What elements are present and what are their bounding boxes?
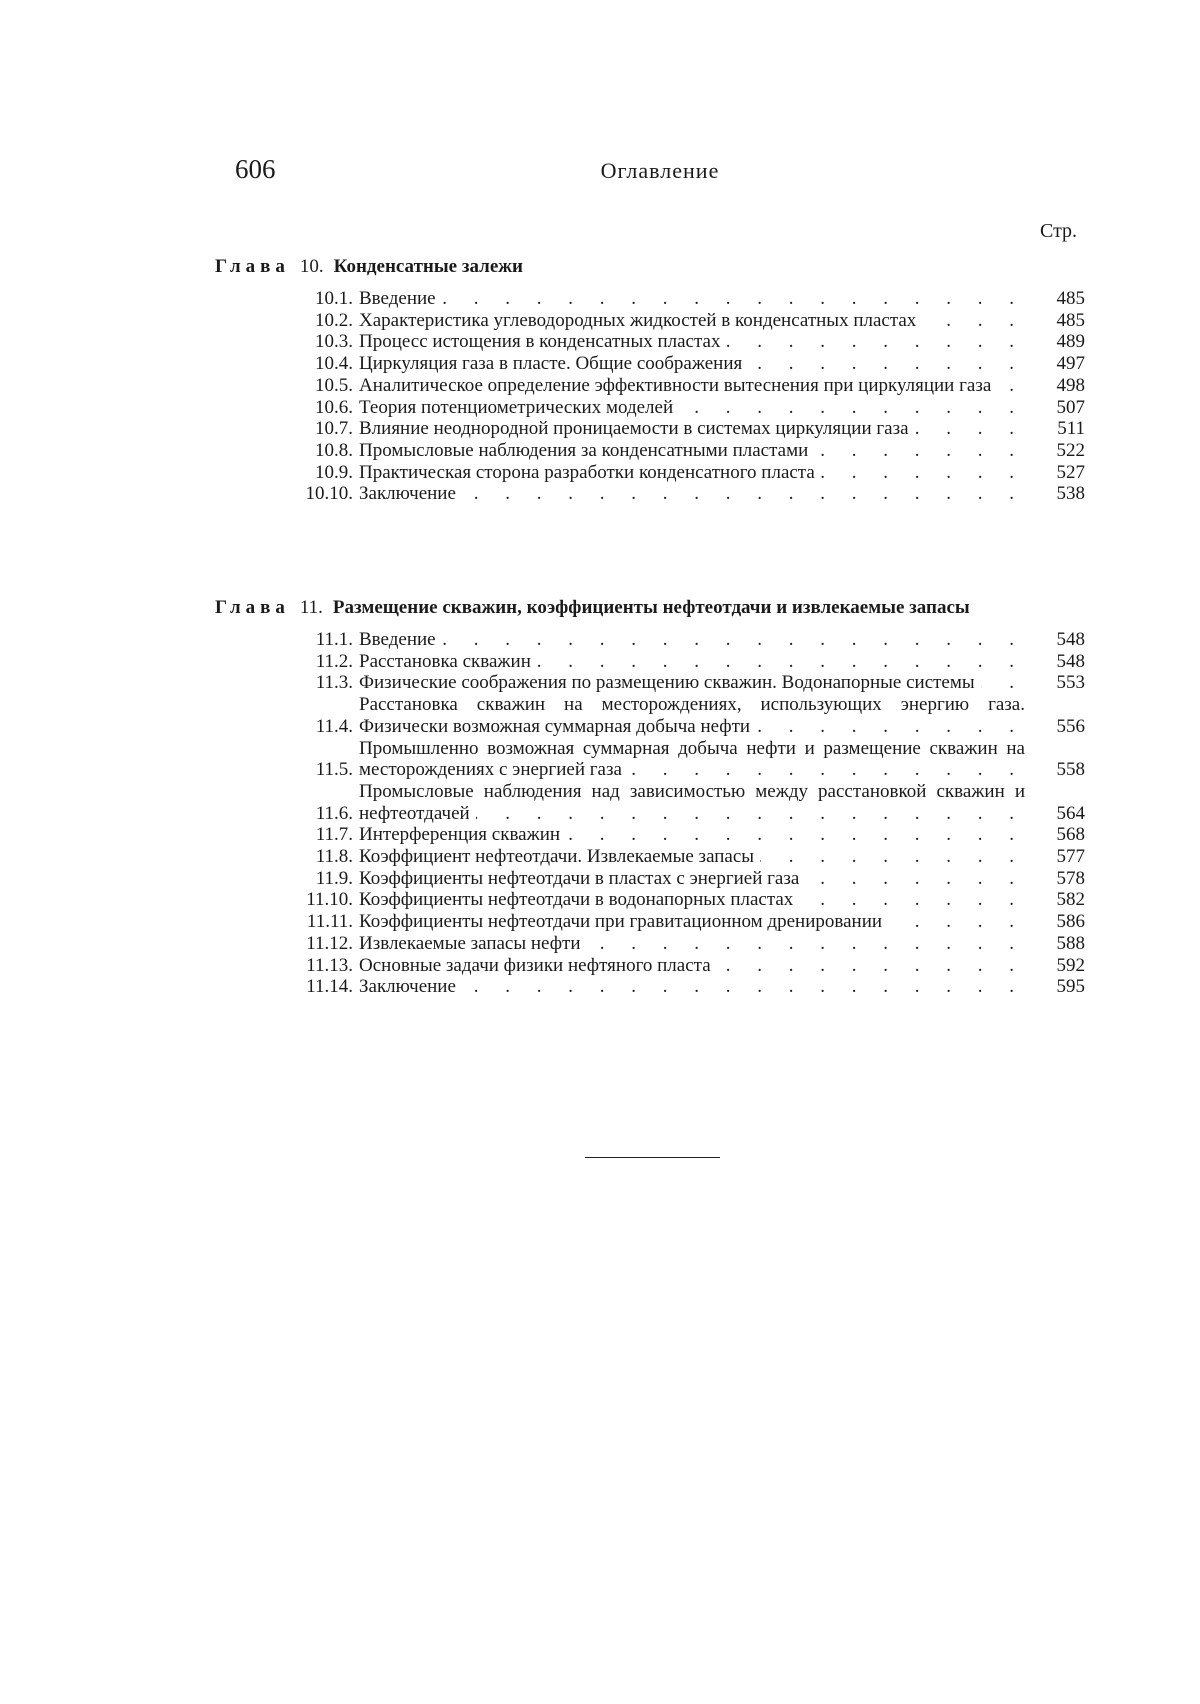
chapter-word: Глава — [215, 597, 290, 618]
entry-page-number: 522 — [1056, 439, 1085, 461]
entry-title: Циркуляция газа в пласте. Общие соображения — [359, 353, 748, 374]
entry-title-wrap — [359, 824, 1025, 846]
entry-page-number: 553 — [1056, 672, 1085, 694]
entry-page-number: 564 — [1056, 802, 1085, 824]
entry-number: 10.10. — [305, 483, 353, 505]
entry-number: 11.6. — [315, 802, 353, 824]
toc-entry — [215, 375, 1085, 397]
entry-page-number: 489 — [1056, 331, 1085, 353]
entry-title-wrap — [359, 672, 1025, 694]
chapter-number: 11. — [299, 597, 323, 618]
entry-title: Извлекаемые запасы нефти — [359, 933, 587, 954]
chapter-10 — [215, 256, 1085, 505]
toc-entry — [215, 846, 1085, 868]
entry-title-wrap — [359, 955, 1025, 977]
entry-page-number: 538 — [1056, 483, 1085, 505]
entry-title: Физические соображения по размещению скважин. Водонапорные системы — [359, 672, 981, 693]
entry-title: Введение — [359, 629, 442, 650]
entry-page-number: 485 — [1056, 288, 1085, 309]
entry-number: 11.5. — [315, 759, 353, 781]
toc-entry — [215, 462, 1085, 484]
entry-title-wrap — [359, 629, 1025, 651]
entry-number: 10.2. — [315, 309, 353, 331]
entry-title-wrap — [359, 483, 1025, 505]
toc-entry — [215, 331, 1085, 353]
entry-title-wrap — [359, 846, 1025, 868]
toc-entry — [215, 418, 1085, 440]
entry-number: 10.4. — [315, 353, 353, 375]
entry-title: Теория потенциометрических моделей — [359, 397, 679, 418]
entry-title-wrap — [359, 694, 1025, 737]
entry-number: 11.1. — [315, 629, 353, 650]
toc-entry — [215, 955, 1085, 977]
entry-title: Расстановка скважин — [359, 651, 537, 672]
entry-title: Практическая сторона разработки конденсатного пласта — [359, 462, 821, 483]
toc-entry — [215, 483, 1085, 505]
entry-number: 11.3. — [315, 672, 353, 694]
entry-page-number: 507 — [1056, 396, 1085, 418]
entry-title-wrap — [359, 738, 1025, 781]
toc-entry — [215, 353, 1085, 375]
entry-title-wrap — [359, 462, 1025, 484]
chapter-word: Глава — [215, 256, 290, 277]
entry-page-number: 548 — [1056, 629, 1085, 650]
entry-title-wrap — [359, 310, 1025, 332]
entry-title: Характеристика углеводородных жидкостей в конденсатных пластах — [359, 310, 922, 331]
toc-entry — [215, 397, 1085, 419]
toc-entry — [215, 933, 1085, 955]
toc-list — [215, 288, 1085, 505]
chapter-title: Размещение скважин, коэффициенты нефтеотдачи и извлекаемые запасы — [332, 597, 970, 618]
entry-page-number: 588 — [1056, 932, 1085, 954]
entry-title: Интерференция скважин — [359, 824, 566, 845]
entry-number: 10.3. — [315, 331, 353, 353]
entry-title-wrap — [359, 976, 1025, 998]
chapter-heading — [215, 256, 1085, 278]
entry-title-wrap — [359, 397, 1025, 419]
entry-page-number: 527 — [1056, 461, 1085, 483]
entry-page-number: 548 — [1056, 650, 1085, 672]
entry-title: Промышленно возможная суммарная добыча нефти и размещение скважин на месторождениях с энергией газа — [359, 737, 1025, 781]
entry-title: Коэффициенты нефтеотдачи в пластах с энергией газа — [359, 868, 805, 889]
running-title: Оглавление — [600, 158, 720, 183]
page-column-label: Стр. — [1040, 220, 1078, 242]
entry-number: 10.5. — [315, 374, 353, 396]
entry-title: Промысловые наблюдения над зависимостью между расстановкой скважин и нефтеотдачей — [359, 780, 1025, 824]
entry-title: Процесс истощения в конденсатных пластах — [359, 331, 726, 352]
chapter-11 — [215, 597, 1085, 998]
entry-number: 11.4. — [315, 715, 353, 737]
entry-title: Промысловые наблюдения за конденсатными пластами — [359, 440, 814, 461]
entry-title-wrap — [359, 781, 1025, 824]
toc-entry — [215, 288, 1085, 310]
entry-title: Расстановка скважин на месторождениях, использующих энергию газа. Физически возможная суммарная добыча нефти — [359, 694, 1025, 737]
toc-entry — [215, 440, 1085, 462]
entry-page-number: 586 — [1056, 911, 1085, 933]
entry-title-wrap — [359, 288, 1025, 310]
entry-number: 11.7. — [315, 824, 353, 846]
entry-number: 10.1. — [315, 288, 353, 309]
toc-entry — [215, 868, 1085, 890]
entry-page-number: 556 — [1056, 715, 1085, 737]
entry-number: 11.9. — [315, 867, 353, 889]
entry-title-wrap — [359, 889, 1025, 911]
entry-page-number: 498 — [1056, 374, 1085, 396]
entry-number: 11.14. — [306, 976, 353, 998]
entry-page-number: 558 — [1056, 759, 1085, 781]
entry-page-number: 582 — [1056, 889, 1085, 911]
entry-number: 11.11. — [306, 911, 353, 933]
entry-title-wrap — [359, 353, 1025, 375]
toc-entry — [215, 889, 1085, 911]
entry-number: 10.7. — [315, 418, 353, 440]
page-header — [235, 154, 1085, 194]
entry-number: 11.8. — [315, 846, 353, 868]
entry-number: 11.10. — [306, 889, 353, 911]
entry-title: Основные задачи физики нефтяного пласта — [359, 955, 717, 976]
entry-page-number: 568 — [1056, 824, 1085, 846]
entry-title-wrap — [359, 440, 1025, 462]
entry-page-number: 595 — [1056, 976, 1085, 998]
entry-title: Коэффициент нефтеотдачи. Извлекаемые запасы — [359, 846, 760, 867]
page-number: 606 — [235, 154, 276, 184]
toc-entry — [215, 694, 1085, 737]
entry-title-wrap — [359, 331, 1025, 353]
chapter-heading — [215, 597, 1085, 619]
entry-page-number: 497 — [1056, 353, 1085, 375]
toc-entry — [215, 911, 1085, 933]
toc-entry — [215, 976, 1085, 998]
entry-title: Коэффициенты нефтеотдачи при гравитационном дренировании — [359, 911, 888, 932]
toc-entry — [215, 738, 1085, 781]
toc-entry — [215, 651, 1085, 673]
entry-number: 10.8. — [315, 439, 353, 461]
entry-page-number: 485 — [1056, 309, 1085, 331]
toc-entry — [215, 781, 1085, 824]
entry-title: Введение — [359, 288, 442, 309]
entry-number: 10.9. — [315, 461, 353, 483]
entry-title: Влияние неоднородной проницаемости в системах циркуляции газа — [359, 418, 915, 439]
entry-title-wrap — [359, 868, 1025, 890]
end-rule — [585, 1157, 720, 1158]
entry-title-wrap — [359, 651, 1025, 673]
entry-page-number: 511 — [1057, 418, 1085, 440]
entry-title-wrap — [359, 418, 1025, 440]
chapter-number: 10. — [299, 256, 324, 277]
entry-page-number: 578 — [1056, 867, 1085, 889]
entry-number: 11.12. — [306, 932, 353, 954]
entry-number: 11.2. — [315, 650, 353, 672]
chapter-title: Конденсатные залежи — [333, 256, 523, 277]
entry-title: Коэффициенты нефтеотдачи в водонапорных пластах — [359, 889, 799, 910]
entry-title: Заключение — [359, 483, 462, 504]
toc-list — [215, 629, 1085, 998]
entry-title: Аналитическое определение эффективности вытеснения при циркуляции газа — [359, 375, 997, 396]
entry-title-wrap — [359, 911, 1025, 933]
entry-title-wrap — [359, 933, 1025, 955]
entry-number: 11.13. — [306, 954, 353, 976]
entry-title-wrap — [359, 375, 1025, 397]
toc-entry — [215, 672, 1085, 694]
entry-page-number: 577 — [1056, 846, 1085, 868]
entry-page-number: 592 — [1056, 954, 1085, 976]
toc-entry — [215, 310, 1085, 332]
toc-entry — [215, 824, 1085, 846]
entry-number: 10.6. — [315, 396, 353, 418]
entry-title: Заключение — [359, 976, 462, 997]
toc-entry — [215, 629, 1085, 651]
